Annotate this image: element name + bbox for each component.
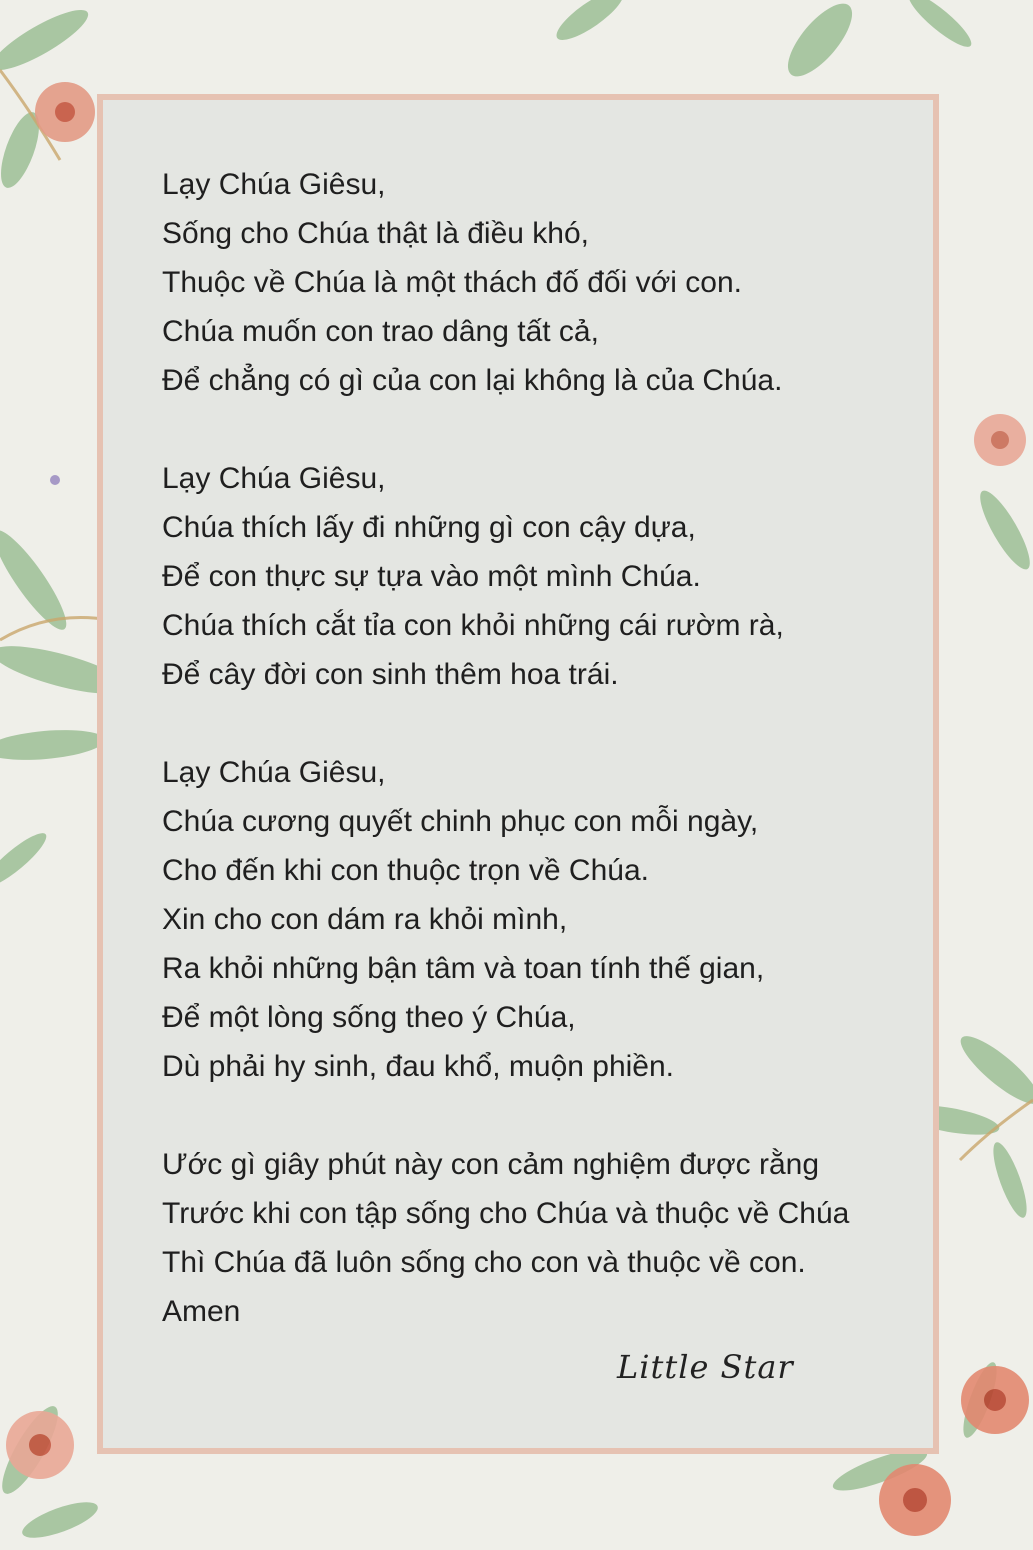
stanza <box>162 1140 922 1336</box>
poem-line: Để chẳng có gì của con lại không là của Chúa. <box>162 364 783 397</box>
poem-line: Dù phải hy sinh, đau khổ, muộn phiền. <box>162 1050 675 1083</box>
poem-line: Lạy Chúa Giêsu, <box>162 462 386 495</box>
signature: Little Star <box>617 1348 794 1386</box>
poem-line: Ước gì giây phút này con cảm nghiệm được rằng <box>162 1148 820 1181</box>
poem-line: Chúa thích lấy đi những gì con cậy dựa, <box>162 511 696 544</box>
poem-line: Để con thực sự tựa vào một mình Chúa. <box>162 560 701 593</box>
poem-line: Trước khi con tập sống cho Chúa và thuộc về Chúa <box>162 1197 850 1230</box>
poem-line: Lạy Chúa Giêsu, <box>162 168 386 201</box>
stanza <box>162 160 922 405</box>
poem-line: Ra khỏi những bận tâm và toan tính thế gian, <box>162 952 765 985</box>
poem-line: Thuộc về Chúa là một thách đố đối với con. <box>162 266 742 299</box>
poem-line: Chúa cương quyết chinh phục con mỗi ngày, <box>162 805 759 838</box>
poem-line: Để một lòng sống theo ý Chúa, <box>162 1001 576 1034</box>
poem-line: Để cây đời con sinh thêm hoa trái. <box>162 658 619 691</box>
poem-line: Lạy Chúa Giêsu, <box>162 756 386 789</box>
poem-line: Cho đến khi con thuộc trọn về Chúa. <box>162 854 649 887</box>
stanza <box>162 748 922 1091</box>
poem-body <box>162 160 922 1336</box>
poem-line: Sống cho Chúa thật là điều khó, <box>162 217 589 250</box>
stanza <box>162 454 922 699</box>
poem-line: Xin cho con dám ra khỏi mình, <box>162 903 568 936</box>
poem-line: Chúa muốn con trao dâng tất cả, <box>162 315 599 348</box>
poem-line: Chúa thích cắt tỉa con khỏi những cái rườm rà, <box>162 609 784 642</box>
poem-line: Amen <box>162 1295 241 1328</box>
poem-line: Thì Chúa đã luôn sống cho con và thuộc về con. <box>162 1246 806 1279</box>
